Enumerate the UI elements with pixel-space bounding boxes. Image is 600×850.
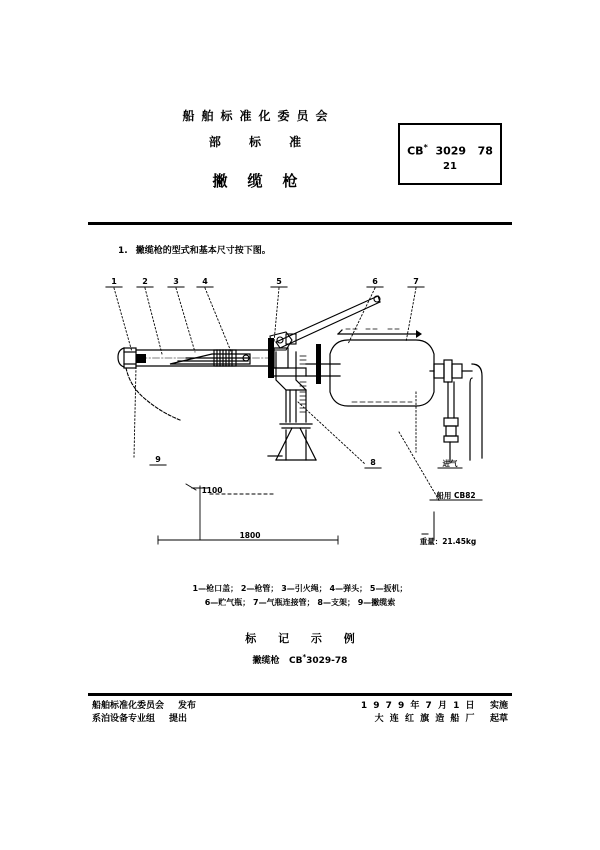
footer-effective-action: 实施	[489, 701, 508, 711]
footer-proposer-row	[92, 713, 196, 726]
svg-text:5: 5	[276, 277, 282, 286]
footer-proposer-action: 提出	[169, 714, 188, 724]
support-column	[268, 352, 316, 460]
standard-code-box	[398, 123, 502, 185]
footer-drafter-org: 大 连 红 旗 造 船 厂	[374, 714, 476, 724]
line-throwing-gun-assembly-drawing	[100, 272, 520, 572]
footer-right	[361, 700, 508, 726]
connection-flange	[306, 344, 340, 384]
svg-text:6: 6	[372, 277, 378, 286]
marking-example-superscript: *	[302, 653, 307, 661]
marking-example-name: 撇缆枪	[252, 656, 280, 666]
legend-line-1: 1—枪口盖； 2—枪管； 3—引火绳； 4—弹头； 5—扳机；	[192, 584, 408, 593]
marking-example-value: 撇缆枪 CB*3029-78	[252, 653, 348, 666]
technical-drawing	[100, 272, 520, 572]
svg-text:3: 3	[173, 277, 179, 286]
footer-divider-rule	[88, 693, 512, 696]
svg-text:8: 8	[370, 458, 376, 467]
svg-text:7: 7	[413, 277, 419, 286]
svg-text:2: 2	[142, 277, 148, 286]
svg-text:1: 1	[111, 277, 117, 286]
valve-outlet-assembly	[430, 360, 482, 462]
weight-label: 重量：21.45kg	[419, 537, 477, 546]
footer-effective-date: 1 9 7 9 年 7 月 1 日	[360, 701, 476, 711]
marking-example-number: 3029	[306, 656, 332, 666]
footer-effective-row	[361, 700, 508, 713]
footer-drafter-row	[361, 713, 508, 726]
footer-drafter-action: 起草	[489, 714, 508, 724]
dim-height-label: 1100	[201, 486, 223, 495]
footer-left	[92, 700, 196, 726]
gas-cylinder	[330, 329, 434, 406]
standard-code-prefix: CB	[407, 144, 424, 158]
footer-proposer-org: 系泊设备专业组	[92, 714, 156, 724]
gun-barrel-group	[118, 338, 288, 378]
standard-code-line	[400, 143, 500, 158]
dimension-height	[186, 484, 276, 540]
standard-code-year: 78	[477, 144, 493, 158]
standard-code-number: 3029	[435, 144, 467, 158]
trigger-lever-arm	[270, 296, 380, 350]
header-divider-rule	[88, 222, 512, 225]
standard-type-subtitle: 部 标 准	[208, 135, 314, 149]
footer-issuer-action: 发布	[178, 701, 197, 711]
issuing-organization: 船舶标准化委员会	[182, 109, 335, 123]
reference-standard-label: 船用 CB82	[436, 491, 476, 500]
clause-1	[118, 243, 271, 256]
marking-example-title: 标 记 示 例	[245, 632, 364, 645]
svg-text:9: 9	[155, 455, 161, 464]
air-inlet-label: 进气	[442, 459, 458, 468]
throwing-line-rope	[126, 368, 180, 420]
document-title: 撇缆枪	[212, 172, 318, 190]
clause-number: 1.	[118, 246, 128, 256]
footer-issuer-org: 船舶标准化委员会	[92, 701, 165, 711]
drawing-annotations	[202, 458, 477, 546]
legend-line-2: 6—贮气瓶； 7—气瓶连接管； 8—支架； 9—撇缆索	[204, 598, 396, 607]
dim-length-label: 1800	[239, 531, 261, 540]
standard-page-number: 21	[443, 161, 457, 172]
svg-text:4: 4	[202, 277, 208, 286]
marking-example-year: 78	[334, 656, 348, 666]
annotation-underlines	[422, 468, 482, 540]
footer-issuer-row	[92, 700, 196, 713]
marking-example-prefix: CB	[288, 656, 303, 666]
clause-text: 撇缆枪的型式和基本尺寸按下图。	[135, 246, 271, 256]
standard-code-superscript: *	[423, 143, 428, 152]
document-header	[150, 108, 360, 191]
callout-markers	[106, 287, 424, 468]
callout-leader-lines	[114, 288, 440, 502]
